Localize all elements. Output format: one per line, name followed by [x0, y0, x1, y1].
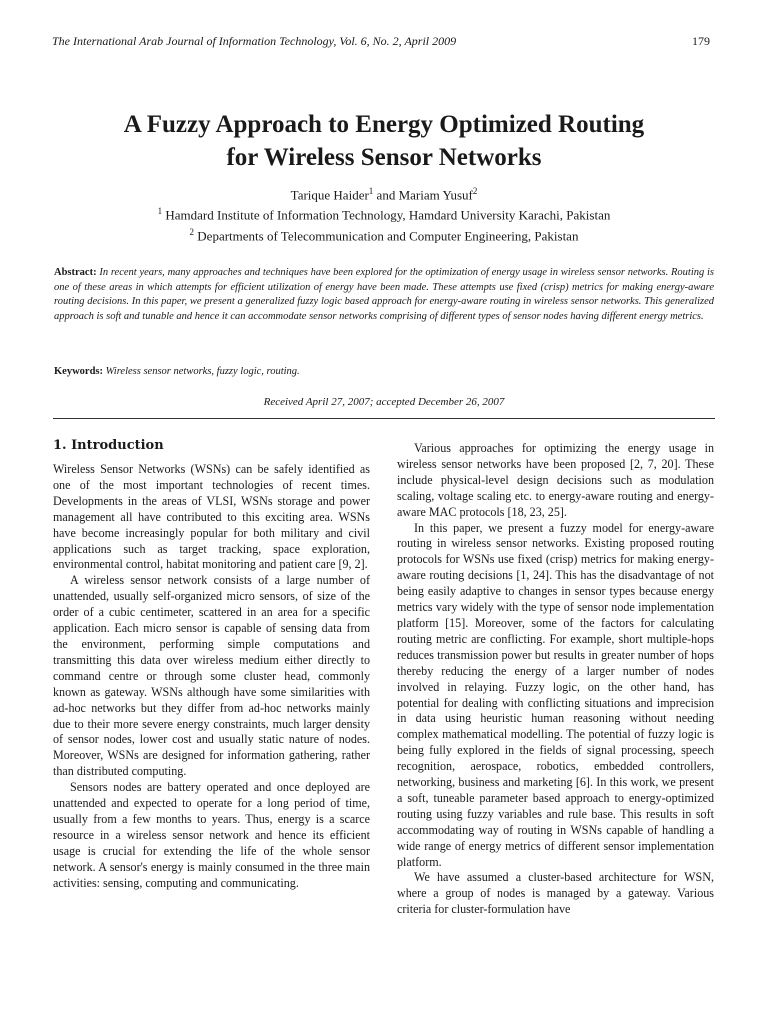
- paper-title: [52, 108, 716, 174]
- author-2: Mariam Yusuf: [398, 187, 473, 203]
- page-number: 179: [692, 34, 710, 48]
- abstract-label: Abstract:: [54, 267, 97, 278]
- author-block: [52, 183, 716, 244]
- title-line-1: A Fuzzy Approach to Energy Optimized Routing: [123, 111, 645, 138]
- intro-paragraph-5: In this paper, we present a fuzzy model for energy-aware routing in wireless sensor networks. Existing proposed routing protocols for WSNs use fixed (crisp) metrics for making energy-aware routing decisions [1, 24]. This has the disadvantage of not being easily adaptive to changes in sensor types because energy metrics vary widely with the type of sensor node implementation platform [15]. Moreover, some of the factors for calculating routing metric are conflicting. For example, short multiple-hops reduces transmission power but results in greater number of hops thereby reducing the energy of a larger number of nodes involved in relaying. Fuzzy logic, on the other hand, has potential for dealing with conflicting situations and imprecision in data using heuristic human reasoning without needing complex mathematical modelling. The potential of fuzzy logic is being fully explored in the fields of signal processing, speech recognition, aerospace, robotics, embedded controllers, networking, business and marketing [6]. In this work, we present a soft, tuneable parameter based approach to energy-optimized routing using fuzzy variables and rule base. This results in soft accommodating way of routing in WSNs capable of handling a wide range of energy metrics of different sensor implementation platform.: [397, 520, 714, 869]
- section-heading-introduction: 1. Introduction: [53, 438, 164, 453]
- affiliation-2-marker: 2: [189, 226, 195, 237]
- abstract: [54, 266, 714, 324]
- received-accepted-dates: Received April 27, 2007; accepted December 26, 2007: [263, 396, 505, 408]
- header-divider: [53, 418, 715, 419]
- affiliation-1-marker: 1: [157, 206, 163, 217]
- intro-paragraph-6: We have assumed a cluster-based architecture for WSN, where a group of nodes is managed by a gateway. Various criteria for cluster-formulation have: [397, 870, 714, 917]
- intro-paragraph-2: A wireless sensor network consists of a large number of unattended, usually self-organized micro sensors, of size of the order of a cubic centimeter, scattered in an area for a specific application. Each micro sensor is capable of sensing data from the environment, performing simple computations and transmitting this data over wireless medium either directly to command centre or through some cluster head, commonly known as gateway. WSNs although have some similarities with ad-hoc networks but they differ from ad-hoc networks mainly due to their more severe energy constraints, much larger density of sensor nodes, lower cost and usually static nature of nodes. Moreover, WSNs are designed for information gathering, rather than distributed computing.: [53, 573, 370, 779]
- running-header: [52, 34, 710, 49]
- author-conjunction: and: [373, 187, 399, 203]
- author-1-affil-marker: 1: [368, 186, 374, 196]
- author-names: [52, 183, 716, 203]
- intro-paragraph-4: Various approaches for optimizing the energy usage in wireless sensor networks have been proposed [2, 7, 20]. These include physical-level design decisions such as modulation scaling, voltage scaling etc. to energy-aware routing and energy-aware MAC protocols [18, 23, 25].: [397, 441, 714, 519]
- intro-paragraph-1: Wireless Sensor Networks (WSNs) can be safely identified as one of the most important technologies of recent times. Developments in the areas of VLSI, WSNs storage and power management all have contributed to this exciting area. WSNs have become increasingly popular for both military and civil applications such as target tracking, space exploration, environmental control, habitat monitoring and patient care [9, 2].: [53, 462, 370, 572]
- author-1: Tarique Haider: [290, 187, 369, 203]
- journal-citation: The International Arab Journal of Information Technology, Vol. 6, No. 2, April 2009: [52, 34, 457, 48]
- intro-paragraph-3: Sensors nodes are battery operated and once deployed are unattended and expected to operate for a long period of time, usually from a few months to years. Thus, energy is a scarce resource in a wireless sensor network and hence its efficient usage is crucial for extending the life of the whole sensor network. A sensor's energy is mainly consumed in the three main activities: sensing, computing and communicating.: [53, 780, 370, 890]
- keywords: [54, 366, 714, 377]
- right-column: [397, 441, 714, 918]
- author-2-affil-marker: 2: [472, 186, 478, 196]
- keywords-label: Keywords:: [54, 366, 103, 377]
- affiliation-2: [52, 224, 716, 244]
- left-column: [53, 437, 370, 891]
- abstract-text: In recent years, many approaches and techniques have been explored for the optimization of energy usage in wireless sensor networks. Routing is one of these areas in which attempts for efficient utilization of energy have been made. These attempts use fixed (crisp) metrics for making energy-aware routing decisions. In this paper, we present a generalized fuzzy logic based approach for energy-aware routing in wireless sensor networks. This generalized approach is soft and tunable and hence it can accommodate sensor networks comprising of different types of sensor nodes having different energy metrics.: [54, 267, 714, 322]
- affiliation-1: [52, 203, 716, 223]
- keywords-text: Wireless sensor networks, fuzzy logic, routing.: [103, 366, 300, 377]
- affiliation-2-text: Departments of Telecommunication and Computer Engineering, Pakistan: [194, 227, 579, 243]
- affiliation-1-text: Hamdard Institute of Information Technology, Hamdard University Karachi, Pakistan: [162, 207, 611, 223]
- title-line-2: for Wireless Sensor Networks: [226, 144, 542, 171]
